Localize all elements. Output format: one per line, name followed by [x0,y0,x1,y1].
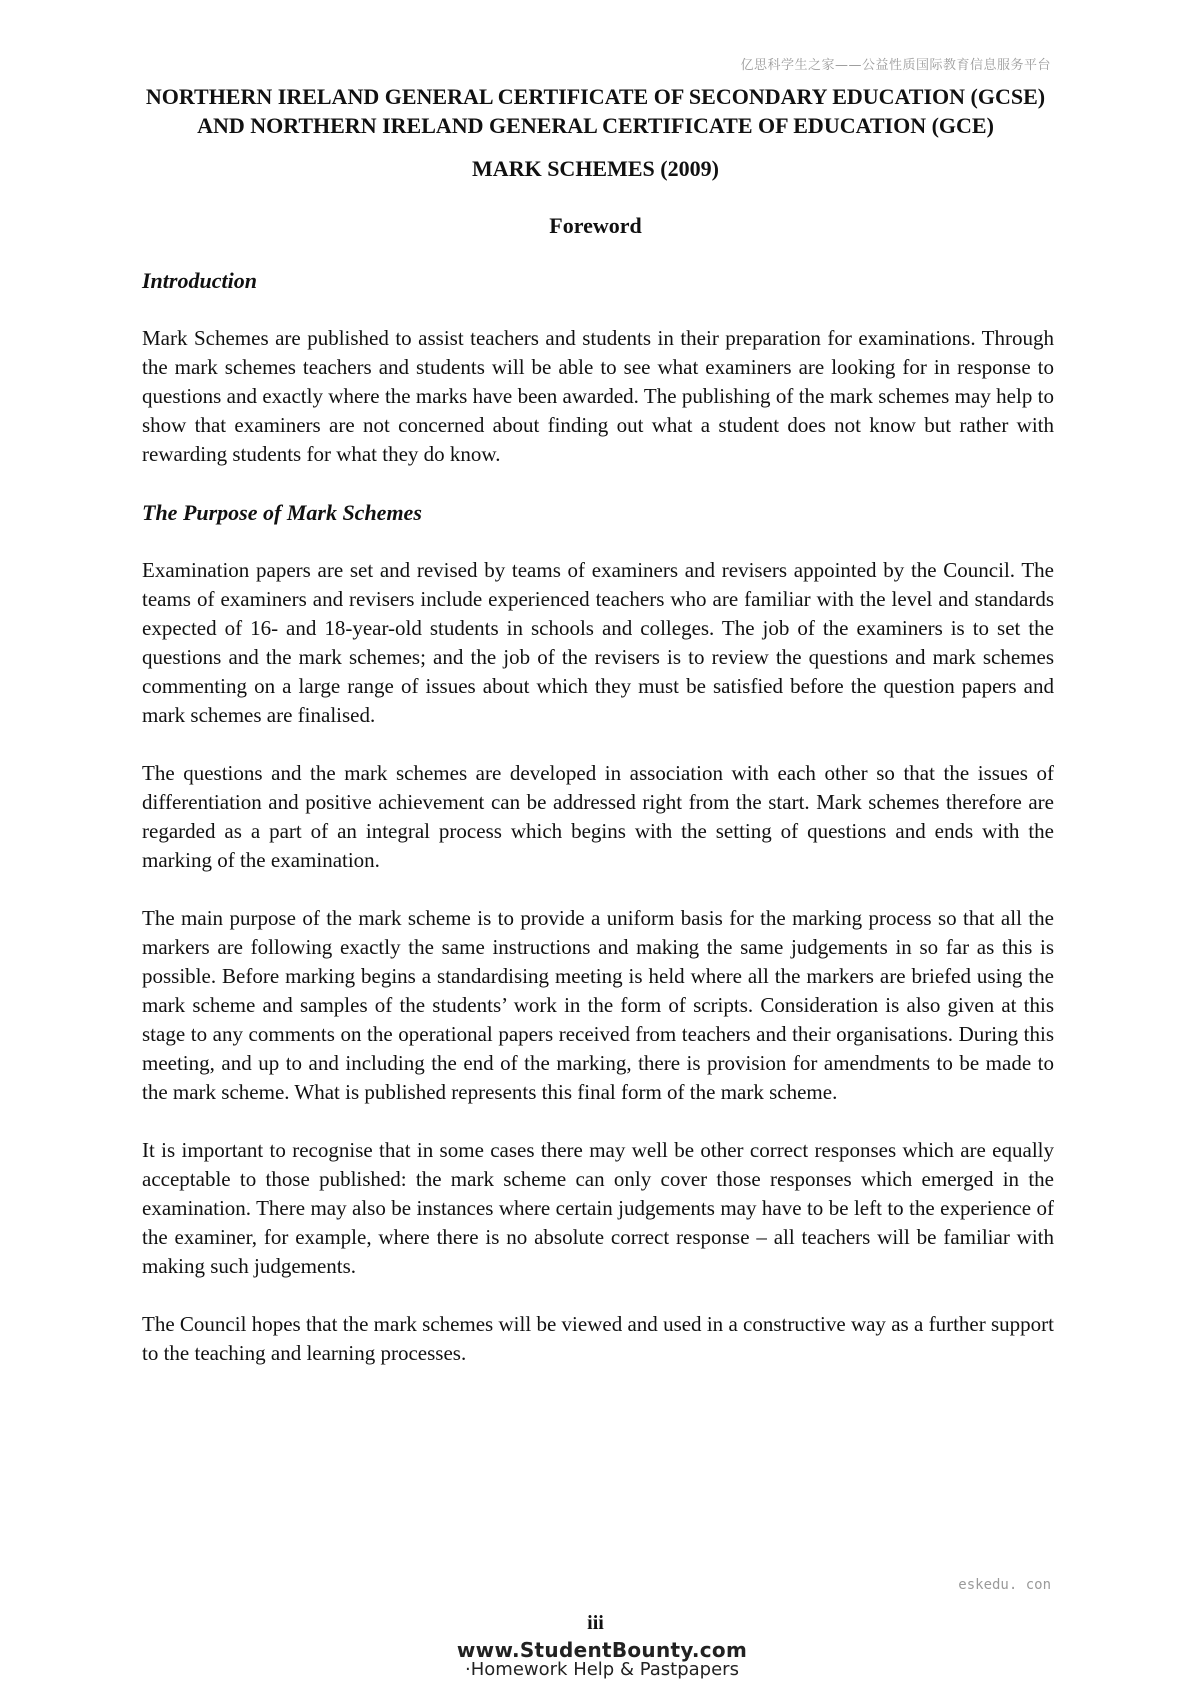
paragraph: The questions and the mark schemes are developed in association with each other so that the issues of differentiation and positive achievement can be addressed right from the start. Mark schemes therefore are regarded as a part of an integral process which begins with the setting of questions and ends with the marking of the examination. [142,761,1054,872]
paragraph: The Council hopes that the mark schemes will be viewed and used in a constructive way as a further support to the teaching and learning processes. [142,1312,1054,1365]
paragraph: Mark Schemes are published to assist teachers and students in their preparation for examinations. Through the mark schemes teachers and students will be able to see what examiners are looking for in response to questions and exactly where the marks have been awarded. The publishing of the mark schemes may help to show that examiners are not concerned about finding out what a student does not know but rather with rewarding students for what they do know. [142,326,1054,466]
header-line-2: AND NORTHERN IRELAND GENERAL CERTIFICATE OF EDUCATION (GCE) [197,113,994,138]
foreword-title: Foreword [549,213,642,238]
paragraph: It is important to recognise that in some cases there may well be other correct responses which are equally acceptable to those published: the mark scheme can only cover those responses which emerged in the examination. There may also be instances where certain judgements may have to be left to the experience of the examiner, for example, where there is no absolute correct response – all teachers will be familiar with making such judgements. [142,1138,1054,1278]
section-heading-purpose: The Purpose of Mark Schemes [142,500,422,525]
watermark-bottom-text: eskedu. con [958,1577,1051,1593]
header-line-1: NORTHERN IRELAND GENERAL CERTIFICATE OF SECONDARY EDUCATION (GCSE) [145,84,1046,109]
document-subtitle: MARK SCHEMES (2009) [472,156,719,181]
section-heading-introduction: Introduction [142,268,257,293]
paragraph: Examination papers are set and revised by teams of examiners and revisers appointed by the Council. The teams of examiners and revisers include experienced teachers who are familiar with the level and standards expected of 16- and 18-year-old students in schools and colleges. The job of the examiners is to set the questions and the mark schemes; and the job of the revisers is to review the questions and mark schemes commenting on a large range of issues about which they must be satisfied before the question papers and mark schemes are finalised. [142,558,1054,727]
page-number: iii [587,1612,604,1634]
footer-logo-line-2: ·Homework Help & Pastpapers [465,1659,739,1680]
document-body [142,266,1054,1397]
paragraph: The main purpose of the mark scheme is to provide a uniform basis for the marking process so that all the markers are following exactly the same instructions and making the same judgements in so far as this is possible. Before marking begins a standardising meeting is held where all the markers are briefed using the mark scheme and samples of the students’ work in the form of scripts. Consideration is also given at this stage to any comments on the operational papers received from teachers and their organisations. During this meeting, and up to and including the end of the marking, there is provision for amendments to be made to the mark scheme. What is published represents this final form of the mark scheme. [142,906,1054,1104]
document-header [0,82,1191,140]
footer-logo-line-1: www.StudentBounty.com [456,1638,748,1662]
footer-logo [452,1640,752,1680]
watermark-top-text: 亿思科学生之家——公益性质国际教育信息服务平台 [740,58,1051,73]
